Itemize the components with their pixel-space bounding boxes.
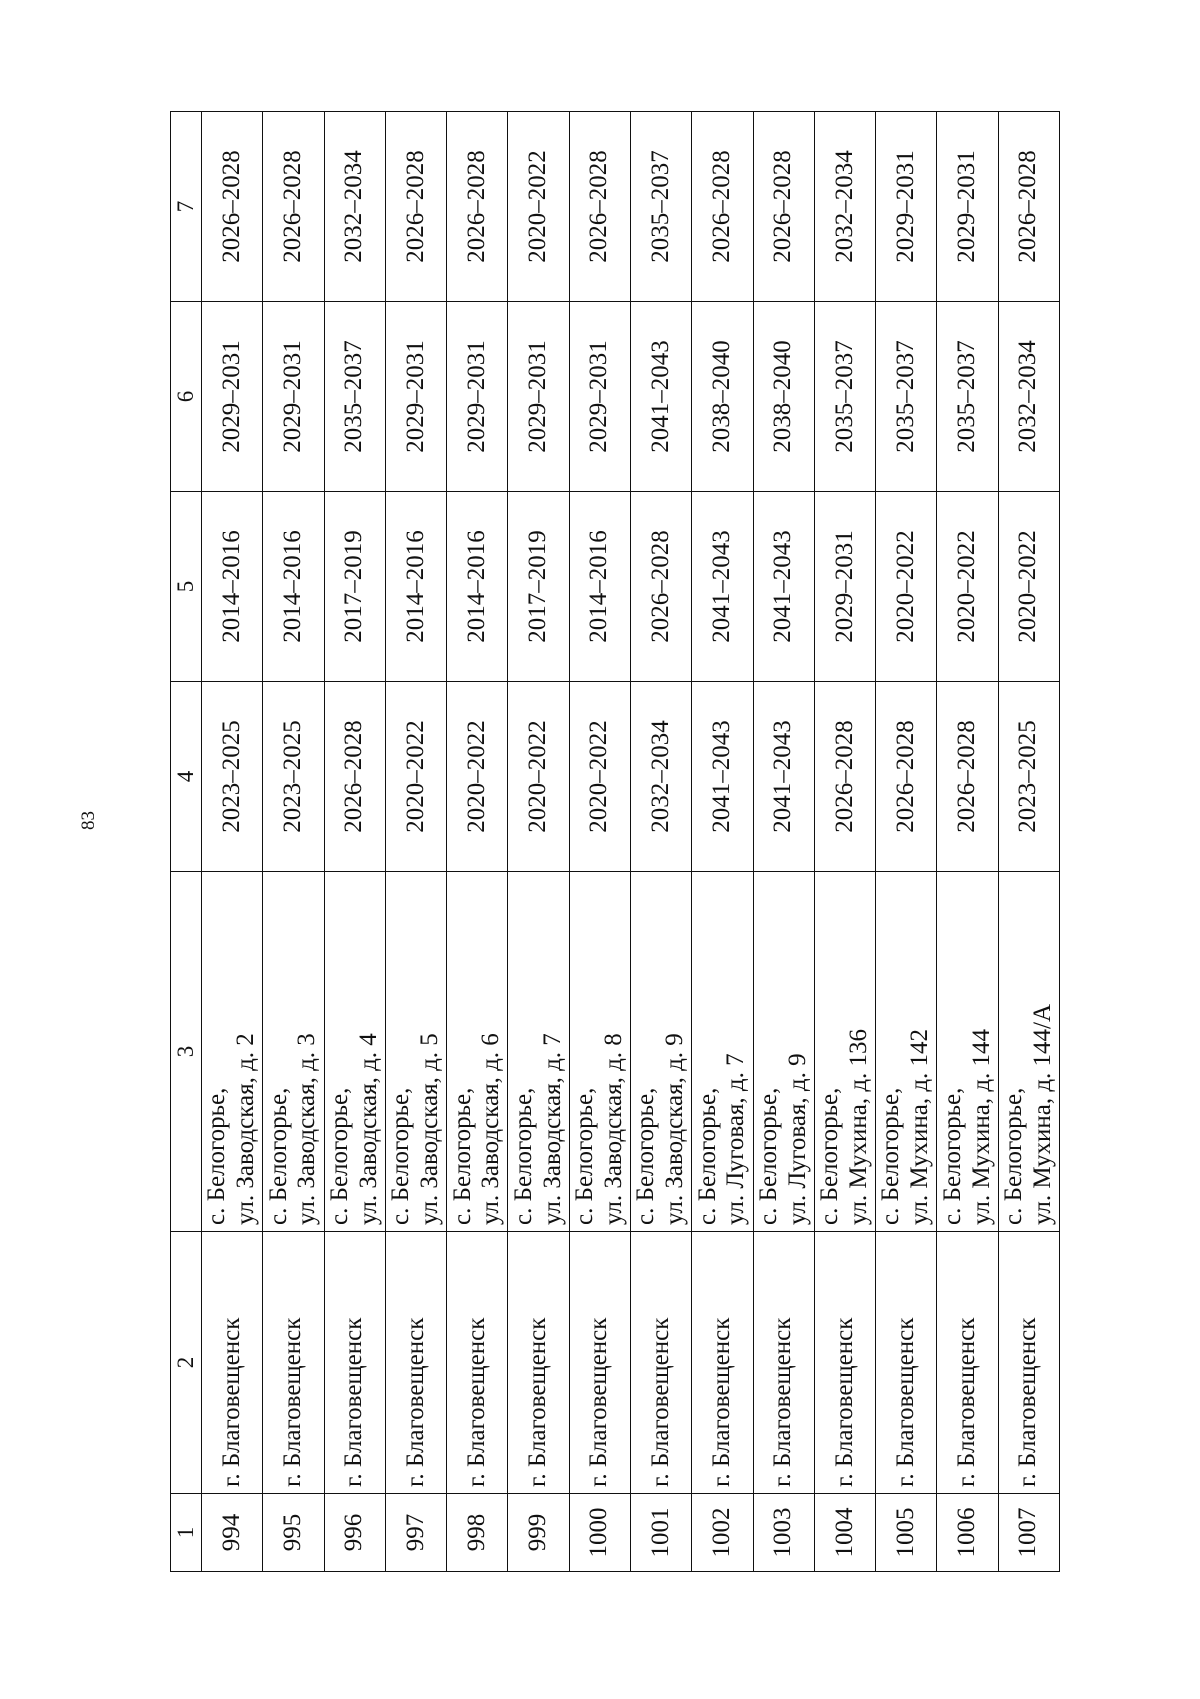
row-col5-period: 2020–2022 [998, 492, 1059, 682]
row-address [569, 872, 630, 1232]
row-col5-period: 2020–2022 [876, 492, 937, 682]
table-row [814, 112, 875, 1572]
row-number: 995 [263, 1494, 324, 1572]
row-col5-period: 2029–2031 [814, 492, 875, 682]
rotated-table-wrapper [170, 112, 1060, 1572]
row-address-settlement: с. Белогорье, [632, 1087, 660, 1225]
row-address [324, 872, 385, 1232]
row-col6-period: 2029–2031 [385, 302, 446, 492]
table-row [324, 112, 385, 1572]
table-body [171, 112, 1060, 1572]
row-city: г. Благовещенск [569, 1232, 630, 1494]
row-col5-period: 2014–2016 [263, 492, 324, 682]
row-address-street: ул. Заводская, д. 5 [415, 1033, 443, 1225]
row-address-settlement: с. Белогорье, [264, 1087, 292, 1225]
row-address-street: ул. Мухина, д. 142 [906, 1028, 934, 1225]
header-cell: 6 [171, 302, 202, 492]
row-address-settlement: с. Белогорье, [387, 1087, 415, 1225]
row-address [202, 872, 263, 1232]
row-col6-period: 2029–2031 [263, 302, 324, 492]
header-cell: 7 [171, 112, 202, 302]
row-col4-period: 2020–2022 [385, 682, 446, 872]
row-col4-period: 2026–2028 [876, 682, 937, 872]
table-row [630, 112, 691, 1572]
row-col7-period: 2026–2028 [263, 112, 324, 302]
row-col4-period: 2023–2025 [263, 682, 324, 872]
row-col5-period: 2041–2043 [753, 492, 814, 682]
row-col5-period: 2017–2019 [508, 492, 569, 682]
row-number: 994 [202, 1494, 263, 1572]
row-number: 1006 [937, 1494, 998, 1572]
table-row [202, 112, 263, 1572]
row-number: 1002 [692, 1494, 753, 1572]
row-address-settlement: с. Белогорье, [448, 1087, 476, 1225]
row-address-settlement: с. Белогорье, [571, 1087, 599, 1225]
row-city: г. Благовещенск [814, 1232, 875, 1494]
header-cell: 5 [171, 492, 202, 682]
row-col5-period: 2026–2028 [630, 492, 691, 682]
row-col4-period: 2020–2022 [569, 682, 630, 872]
row-col7-period: 2026–2028 [753, 112, 814, 302]
row-col4-period: 2023–2025 [202, 682, 263, 872]
row-col7-period: 2032–2034 [814, 112, 875, 302]
row-address [263, 872, 324, 1232]
table-row [937, 112, 998, 1572]
table-row [385, 112, 446, 1572]
row-col7-period: 2029–2031 [937, 112, 998, 302]
row-number: 1003 [753, 1494, 814, 1572]
row-address-settlement: с. Белогорье, [877, 1087, 905, 1225]
row-col5-period: 2014–2016 [447, 492, 508, 682]
row-city: г. Благовещенск [692, 1232, 753, 1494]
row-address [508, 872, 569, 1232]
row-city: г. Благовещенск [447, 1232, 508, 1494]
row-city: г. Благовещенск [385, 1232, 446, 1494]
row-col7-period: 2035–2037 [630, 112, 691, 302]
row-address-street: ул. Заводская, д. 9 [661, 1033, 689, 1225]
row-number: 1007 [998, 1494, 1059, 1572]
row-col4-period: 2023–2025 [998, 682, 1059, 872]
header-cell: 3 [171, 872, 202, 1232]
table-row [263, 112, 324, 1572]
row-address-street: ул. Заводская, д. 6 [477, 1033, 505, 1225]
row-address [937, 872, 998, 1232]
row-col6-period: 2032–2034 [998, 302, 1059, 492]
row-number: 1004 [814, 1494, 875, 1572]
row-address-settlement: с. Белогорье, [1000, 1087, 1028, 1225]
row-address-street: ул. Заводская, д. 8 [599, 1033, 627, 1225]
row-number: 1001 [630, 1494, 691, 1572]
row-city: г. Благовещенск [202, 1232, 263, 1494]
table-row [569, 112, 630, 1572]
row-number: 1005 [876, 1494, 937, 1572]
table-row [692, 112, 753, 1572]
table-row [998, 112, 1059, 1572]
row-col7-period: 2026–2028 [569, 112, 630, 302]
row-number: 999 [508, 1494, 569, 1572]
row-address-street: ул. Луговая, д. 7 [722, 1053, 750, 1225]
row-col5-period: 2014–2016 [385, 492, 446, 682]
row-city: г. Благовещенск [998, 1232, 1059, 1494]
row-address-street: ул. Заводская, д. 2 [232, 1033, 260, 1225]
row-col7-period: 2026–2028 [692, 112, 753, 302]
table-row [508, 112, 569, 1572]
row-city: г. Благовещенск [263, 1232, 324, 1494]
header-row [171, 112, 202, 1572]
row-col4-period: 2026–2028 [324, 682, 385, 872]
row-number: 1000 [569, 1494, 630, 1572]
row-col6-period: 2041–2043 [630, 302, 691, 492]
header-cell: 4 [171, 682, 202, 872]
row-address [630, 872, 691, 1232]
row-col7-period: 2032–2034 [324, 112, 385, 302]
row-number: 998 [447, 1494, 508, 1572]
row-col7-period: 2026–2028 [202, 112, 263, 302]
row-col6-period: 2035–2037 [814, 302, 875, 492]
housing-repair-table [170, 111, 1060, 1572]
row-col7-period: 2026–2028 [385, 112, 446, 302]
row-address-settlement: с. Белогорье, [693, 1087, 721, 1225]
row-address-settlement: с. Белогорье, [203, 1087, 231, 1225]
row-col6-period: 2035–2037 [876, 302, 937, 492]
row-col7-period: 2020–2022 [508, 112, 569, 302]
row-col5-period: 2041–2043 [692, 492, 753, 682]
header-cell: 1 [171, 1494, 202, 1572]
row-col6-period: 2035–2037 [937, 302, 998, 492]
row-address-settlement: с. Белогорье, [816, 1087, 844, 1225]
row-city: г. Благовещенск [508, 1232, 569, 1494]
table-row [447, 112, 508, 1572]
row-col4-period: 2041–2043 [753, 682, 814, 872]
row-col6-period: 2029–2031 [447, 302, 508, 492]
row-address-settlement: с. Белогорье, [754, 1087, 782, 1225]
row-address-street: ул. Заводская, д. 4 [354, 1033, 382, 1225]
row-col6-period: 2029–2031 [508, 302, 569, 492]
row-address [814, 872, 875, 1232]
row-city: г. Благовещенск [630, 1232, 691, 1494]
row-col4-period: 2026–2028 [814, 682, 875, 872]
row-col4-period: 2020–2022 [447, 682, 508, 872]
table-row [876, 112, 937, 1572]
row-col6-period: 2029–2031 [569, 302, 630, 492]
row-address-street: ул. Мухина, д. 144/А [1028, 1003, 1056, 1225]
row-col6-period: 2029–2031 [202, 302, 263, 492]
row-city: г. Благовещенск [876, 1232, 937, 1494]
row-city: г. Благовещенск [937, 1232, 998, 1494]
row-col6-period: 2038–2040 [753, 302, 814, 492]
row-number: 996 [324, 1494, 385, 1572]
row-address [447, 872, 508, 1232]
row-city: г. Благовещенск [753, 1232, 814, 1494]
row-address-settlement: с. Белогорье, [325, 1087, 353, 1225]
header-cell: 2 [171, 1232, 202, 1494]
row-col4-period: 2020–2022 [508, 682, 569, 872]
row-col6-period: 2035–2037 [324, 302, 385, 492]
row-col6-period: 2038–2040 [692, 302, 753, 492]
row-col4-period: 2032–2034 [630, 682, 691, 872]
row-col7-period: 2029–2031 [876, 112, 937, 302]
row-address [385, 872, 446, 1232]
row-address [753, 872, 814, 1232]
row-address-street: ул. Мухина, д. 144 [967, 1028, 995, 1225]
table-row [753, 112, 814, 1572]
row-address [692, 872, 753, 1232]
page-number: 83 [78, 811, 99, 830]
row-address-street: ул. Заводская, д. 3 [293, 1033, 321, 1225]
row-address-street: ул. Заводская, д. 7 [538, 1033, 566, 1225]
row-address [998, 872, 1059, 1232]
row-col5-period: 2014–2016 [569, 492, 630, 682]
row-col4-period: 2041–2043 [692, 682, 753, 872]
row-address-street: ул. Мухина, д. 136 [844, 1028, 872, 1225]
row-col5-period: 2017–2019 [324, 492, 385, 682]
row-col7-period: 2026–2028 [998, 112, 1059, 302]
row-address-settlement: с. Белогорье, [509, 1087, 537, 1225]
row-col7-period: 2026–2028 [447, 112, 508, 302]
row-col4-period: 2026–2028 [937, 682, 998, 872]
row-city: г. Благовещенск [324, 1232, 385, 1494]
row-col5-period: 2014–2016 [202, 492, 263, 682]
row-address [876, 872, 937, 1232]
row-address-settlement: с. Белогорье, [938, 1087, 966, 1225]
row-col5-period: 2020–2022 [937, 492, 998, 682]
row-address-street: ул. Луговая, д. 9 [783, 1053, 811, 1225]
row-number: 997 [385, 1494, 446, 1572]
